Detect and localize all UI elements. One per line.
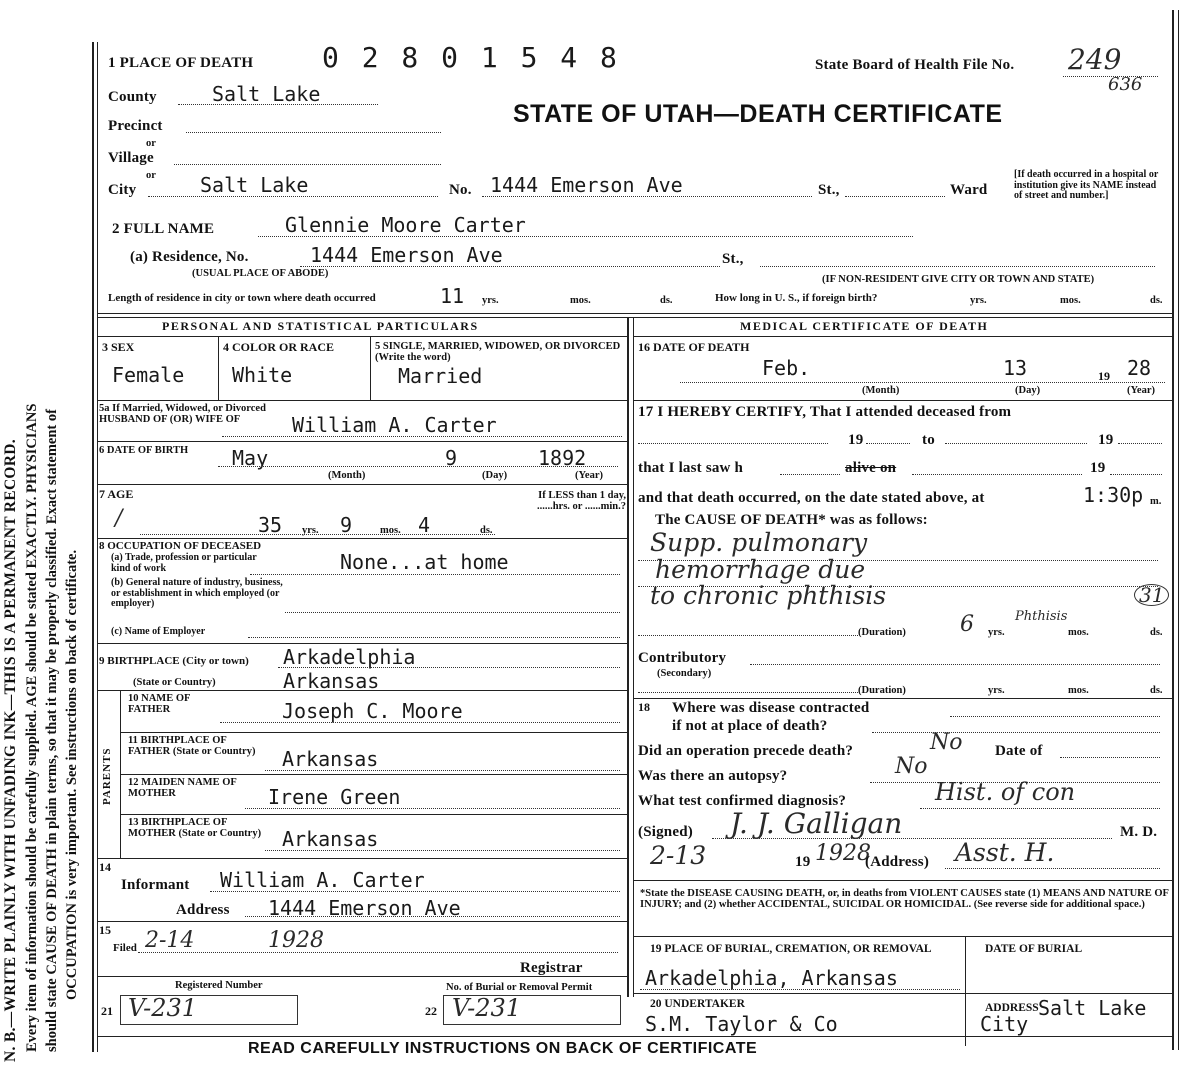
burial-permit-number: V-231 bbox=[452, 994, 522, 1022]
occupation-label: 8 OCCUPATION OF DECEASED bbox=[99, 540, 262, 552]
city: Salt Lake bbox=[200, 173, 309, 197]
death-month: Feb. bbox=[762, 356, 811, 380]
to-label: to bbox=[922, 432, 935, 448]
undertaker-address-label: ADDRESS bbox=[985, 1002, 1039, 1014]
date-of-death-label: 16 DATE OF DEATH bbox=[638, 340, 750, 354]
dob-year-cap: (Year) bbox=[575, 470, 603, 481]
death-time: 1:30p bbox=[1083, 483, 1144, 507]
filed-year: 1928 bbox=[268, 928, 324, 953]
dob-month-cap: (Month) bbox=[328, 470, 366, 481]
residence-label: (a) Residence, No. bbox=[130, 249, 249, 265]
duration-ds-label-2: ds. bbox=[1150, 685, 1163, 696]
ward-label: Ward bbox=[950, 182, 988, 198]
burial-place: Arkadelphia, Arkansas bbox=[645, 966, 898, 990]
signed-label: (Signed) bbox=[638, 824, 693, 840]
age-mos-label: mos. bbox=[380, 525, 401, 536]
burial-label: 19 PLACE OF BURIAL, CREMATION, OR REMOVAL bbox=[650, 943, 932, 955]
father-birthplace-label: 11 BIRTHPLACE OF FATHER (State or Country) bbox=[128, 735, 256, 758]
column-divider bbox=[627, 317, 629, 997]
sign-year: 1928 bbox=[815, 841, 871, 866]
file-no: 249 bbox=[1068, 43, 1122, 76]
filed-label: Filed bbox=[113, 942, 137, 954]
occupation: None...at home bbox=[340, 550, 509, 574]
num-21: 21 bbox=[101, 1004, 113, 1018]
form-left-border bbox=[92, 42, 94, 1052]
test-label: What test confirmed diagnosis? bbox=[638, 793, 847, 809]
personal-header: PERSONAL AND STATISTICAL PARTICULARS bbox=[162, 319, 479, 333]
cause-line-2: hemorrhage due bbox=[655, 555, 866, 584]
footnote: *State the DISEASE CAUSING DEATH, or, in deaths from VIOLENT CAUSES state (1) MEANS AND NATURE OF INJURY; and (2) whether ACCIDENTAL, SUICIDAL OR HOMICIDAL. (See reverse side for additional space.) bbox=[640, 888, 1169, 911]
autopsy: No bbox=[895, 754, 928, 779]
mother-label: 12 MAIDEN NAME OF MOTHER bbox=[128, 777, 237, 800]
residence-st-label: St., bbox=[722, 251, 744, 267]
file-no-label: State Board of Health File No. bbox=[815, 57, 1015, 73]
marital: Married bbox=[398, 364, 483, 388]
undertaker-address-1: Salt Lake bbox=[1038, 996, 1147, 1020]
mother-birthplace: Arkansas bbox=[282, 827, 379, 851]
sign-address: Asst. H. bbox=[955, 838, 1055, 867]
sign-year-prefix: 19 bbox=[795, 854, 811, 870]
sign-address-label: (Address) bbox=[865, 854, 930, 870]
undertaker: S.M. Taylor & Co bbox=[645, 1012, 838, 1036]
death-month-cap: (Month) bbox=[862, 385, 900, 396]
age-yrs: 35 bbox=[258, 513, 283, 537]
side-note-line2: Every item of information should be carefully supplied. AGE should be stated EXACTLY. PHYSICIANS bbox=[24, 403, 40, 1052]
dob-day: 9 bbox=[445, 446, 458, 470]
undertaker-address-2: City bbox=[980, 1012, 1029, 1036]
death-year-cap: (Year) bbox=[1127, 385, 1155, 396]
dob-label: 6 DATE OF BIRTH bbox=[99, 445, 189, 456]
hospital-note: [If death occurred in a hospital or institution give its NAME instead of street and number.] bbox=[1014, 169, 1159, 201]
duration-yrs-label: yrs. bbox=[988, 627, 1005, 638]
death-day-cap: (Day) bbox=[1015, 385, 1041, 396]
no-label: No. bbox=[449, 182, 472, 198]
medical-header: MEDICAL CERTIFICATE OF DEATH bbox=[740, 319, 989, 333]
father: Joseph C. Moore bbox=[282, 699, 463, 723]
street-no: 1444 Emerson Ave bbox=[490, 173, 683, 197]
birthplace-state: Arkansas bbox=[283, 669, 380, 693]
file-no-extra: 636 bbox=[1108, 74, 1143, 95]
place-of-death-label: 1 PLACE OF DEATH bbox=[108, 55, 254, 71]
village-label: Village bbox=[108, 150, 154, 166]
age-yrs-label: yrs. bbox=[302, 525, 319, 536]
occupation-a-label: (a) Trade, profession or particular kind of work bbox=[111, 552, 257, 574]
yrs-label: yrs. bbox=[482, 295, 499, 306]
death-day: 13 bbox=[1003, 356, 1028, 380]
age-check: / bbox=[115, 506, 123, 531]
cause-note: Phthisis bbox=[1015, 609, 1068, 624]
date-of-label: Date of bbox=[995, 743, 1043, 759]
test: Hist. of con bbox=[935, 778, 1076, 806]
cause-label: The CAUSE OF DEATH* was as follows: bbox=[655, 512, 928, 528]
birthplace-label: 9 BIRTHPLACE (City or town) bbox=[99, 655, 249, 667]
county-label: County bbox=[108, 89, 157, 105]
us-label: How long in U. S., if foreign birth? bbox=[715, 292, 878, 304]
age-label: 7 AGE bbox=[99, 487, 134, 501]
full-name: Glennie Moore Carter bbox=[285, 213, 526, 237]
address-label: Address bbox=[176, 902, 230, 918]
duration-yrs-label-2: yrs. bbox=[988, 685, 1005, 696]
nineteen-1: 19 bbox=[848, 432, 864, 448]
birthplace-city: Arkadelphia bbox=[283, 645, 416, 669]
sign-date: 2-13 bbox=[650, 841, 707, 870]
num-18: 18 bbox=[638, 700, 650, 714]
undertaker-label: 20 UNDERTAKER bbox=[650, 998, 745, 1010]
registered-number: V-231 bbox=[128, 994, 198, 1022]
death-year: 28 bbox=[1127, 356, 1152, 380]
length-yrs: 11 bbox=[440, 284, 465, 308]
footer-instructions: READ CAREFULLY INSTRUCTIONS ON BACK OF CERTIFICATE bbox=[248, 1040, 758, 1057]
sex-label: 3 SEX bbox=[102, 340, 135, 354]
side-note-line4: OCCUPATION is very important. See instructions on back of certificate. bbox=[64, 549, 80, 1000]
mos-label-2: mos. bbox=[1060, 295, 1081, 306]
duration-label-2: (Duration) bbox=[858, 685, 906, 696]
last-saw-label: that I last saw h bbox=[638, 460, 744, 476]
side-note-line1: N. B.—WRITE PLAINLY WITH UNFADING INK—THIS IS A PERMANENT RECORD. bbox=[2, 439, 19, 1062]
birthplace-state-label: (State or Country) bbox=[133, 677, 216, 688]
precinct-label: Precinct bbox=[108, 118, 163, 134]
age-ds-label: ds. bbox=[480, 525, 493, 536]
city-label: City bbox=[108, 182, 137, 198]
autopsy-label: Was there an autopsy? bbox=[638, 768, 788, 784]
dob-year: 1892 bbox=[538, 446, 587, 470]
cause-line-3: to chronic phthisis bbox=[650, 581, 887, 610]
certify-text: 17 I HEREBY CERTIFY, That I attended deceased from bbox=[638, 404, 1012, 420]
informant: William A. Carter bbox=[220, 868, 425, 892]
father-label: 10 NAME OF FATHER bbox=[128, 693, 191, 716]
secondary-label: (Secondary) bbox=[657, 668, 712, 679]
yrs-label-2: yrs. bbox=[970, 295, 987, 306]
age-mos: 9 bbox=[340, 513, 353, 537]
burial-date-label: DATE OF BURIAL bbox=[985, 943, 1083, 955]
color-race: White bbox=[232, 363, 293, 387]
occupation-b-label: (b) General nature of industry, business, or establishment in which employed (or employer) bbox=[111, 577, 283, 609]
spouse-label: 5a If Married, Widowed, or Divorced HUSBAND OF (OR) WIFE OF bbox=[99, 403, 266, 426]
duration-label: (Duration) bbox=[858, 627, 906, 638]
registered-number-label: Registered Number bbox=[175, 980, 263, 991]
side-note-line3: should state CAUSE OF DEATH in plain terms, so that it may be properly classified. Exact statement of bbox=[44, 409, 60, 1052]
or-label-2: or bbox=[146, 170, 156, 181]
sex: Female bbox=[112, 363, 185, 387]
alive-on-label: alive on bbox=[845, 460, 897, 476]
mos-label: mos. bbox=[570, 295, 591, 306]
certificate-title: STATE OF UTAH—DEATH CERTIFICATE bbox=[513, 100, 1003, 128]
num-14: 14 bbox=[99, 860, 111, 874]
county: Salt Lake bbox=[212, 82, 321, 106]
registrar-label: Registrar bbox=[520, 960, 583, 976]
cause-line-1: Supp. pulmonary bbox=[650, 528, 868, 557]
cause-code: 31 bbox=[1134, 584, 1169, 606]
nineteen-2: 19 bbox=[1098, 432, 1114, 448]
death-year-prefix: 19 bbox=[1098, 369, 1110, 383]
filed-date: 2-14 bbox=[145, 928, 195, 953]
signature: J. J. Galligan bbox=[730, 807, 903, 840]
contributory-label: Contributory bbox=[638, 650, 727, 666]
parents-label: PARENTS bbox=[101, 747, 113, 805]
dob-month: May bbox=[232, 446, 269, 470]
spouse: William A. Carter bbox=[292, 413, 497, 437]
mother: Irene Green bbox=[268, 785, 401, 809]
age-ds: 4 bbox=[418, 513, 431, 537]
duration-mos-label: mos. bbox=[1068, 627, 1089, 638]
or-label-1: or bbox=[146, 138, 156, 149]
burial-permit-label: No. of Burial or Removal Permit bbox=[446, 982, 593, 993]
form-right-border bbox=[1172, 10, 1174, 1050]
mother-birthplace-label: 13 BIRTHPLACE OF MOTHER (State or Country) bbox=[128, 817, 262, 840]
contracted-label: Where was disease contracted bbox=[672, 700, 870, 716]
residence: 1444 Emerson Ave bbox=[310, 243, 503, 267]
employer-label: (c) Name of Employer bbox=[111, 626, 206, 637]
operation: No bbox=[930, 730, 963, 755]
nineteen-3: 19 bbox=[1090, 460, 1106, 476]
st-label: St., bbox=[818, 182, 840, 198]
usual-abode-label: (USUAL PLACE OF ABODE) bbox=[192, 268, 329, 279]
ds-label: ds. bbox=[660, 295, 673, 306]
duration-yrs: 6 bbox=[960, 612, 974, 637]
non-resident-label: (IF NON-RESIDENT GIVE CITY OR TOWN AND STATE) bbox=[822, 274, 1095, 285]
m-label: m. bbox=[1150, 496, 1162, 507]
length-residence-label: Length of residence in city or town where death occurred bbox=[108, 292, 376, 304]
less-than-label: If LESS than 1 day, ......hrs. or ......min.? bbox=[536, 490, 626, 513]
ds-label-2: ds. bbox=[1150, 295, 1163, 306]
certificate-number: 0 2 8 0 1 5 4 8 bbox=[322, 41, 620, 74]
informant-address: 1444 Emerson Ave bbox=[268, 896, 461, 920]
contracted-label-2: if not at place of death? bbox=[672, 718, 828, 734]
duration-ds-label: ds. bbox=[1150, 627, 1163, 638]
color-label: 4 COLOR OR RACE bbox=[223, 340, 335, 354]
marital-label: 5 SINGLE, MARRIED, WIDOWED, OR DIVORCED (Write the word) bbox=[375, 341, 621, 364]
operation-label: Did an operation precede death? bbox=[638, 743, 854, 759]
num-22: 22 bbox=[425, 1004, 437, 1018]
father-birthplace: Arkansas bbox=[282, 747, 379, 771]
duration-mos-label-2: mos. bbox=[1068, 685, 1089, 696]
md-label: M. D. bbox=[1120, 824, 1158, 840]
num-15: 15 bbox=[99, 923, 111, 937]
informant-label: Informant bbox=[121, 877, 190, 893]
full-name-label: 2 FULL NAME bbox=[112, 221, 215, 237]
death-occurred-label: and that death occurred, on the date stated above, at bbox=[638, 490, 985, 506]
dob-day-cap: (Day) bbox=[482, 470, 508, 481]
